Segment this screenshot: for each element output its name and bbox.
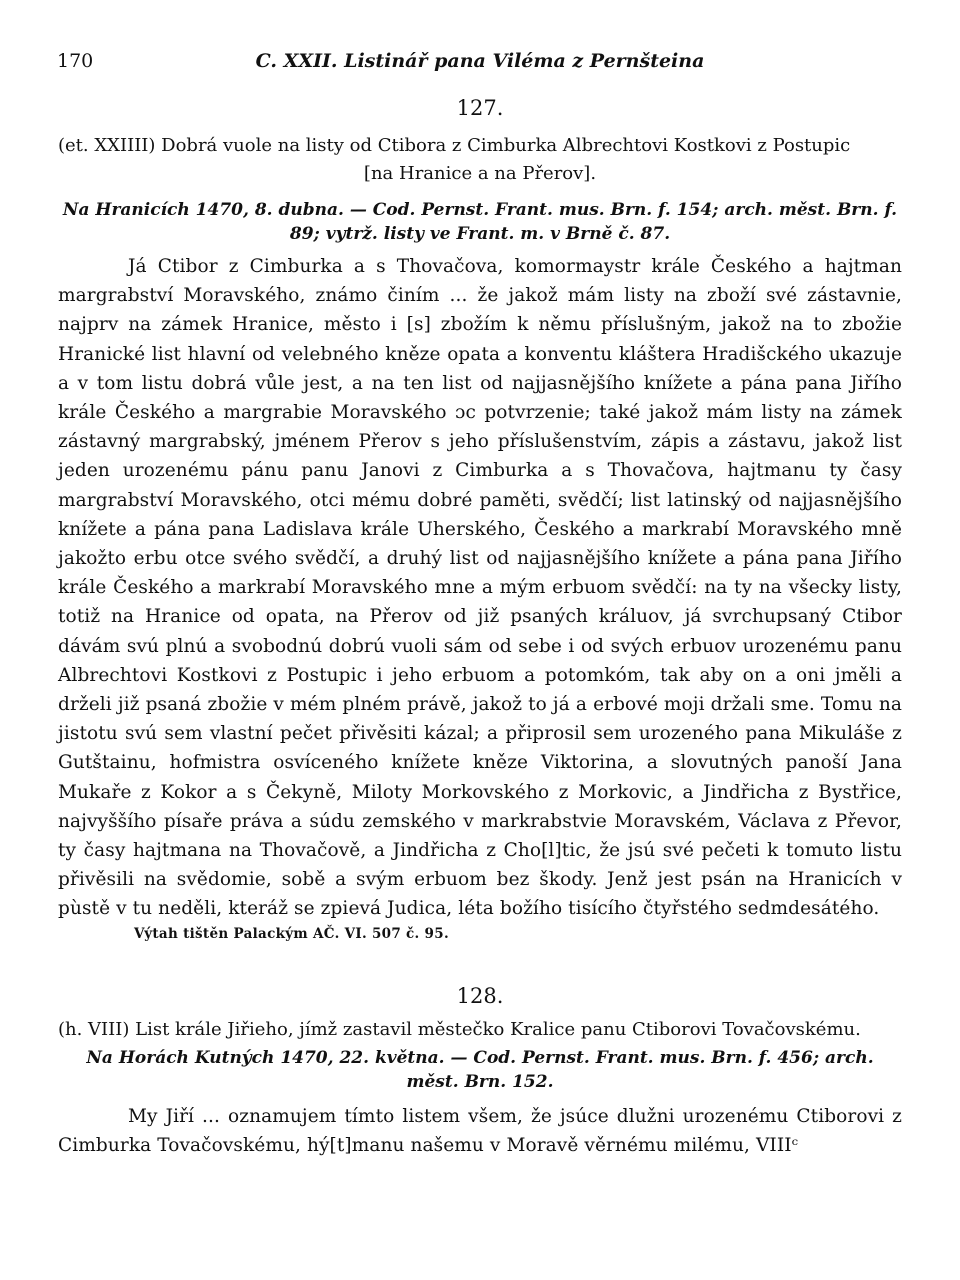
regest-continuation: [na Hranice a na Přerov]. — [363, 163, 597, 184]
running-title: C. XXII. Listinář pana Viléma z Pernšteina — [255, 50, 705, 72]
page-number: 170 — [57, 50, 94, 72]
section-gap — [58, 942, 902, 984]
charter-source: Na Hranicích 1470, 8. dubna. — Cod. Pernst. Frant. mus. Brn. f. 154; arch. měst. Brn. f. 89; vytrž. listy ve Frant. m. v Brně č. 87. — [62, 200, 898, 244]
charter-number: 127. — [456, 96, 504, 120]
charter-128 — [58, 984, 902, 1160]
charter-regest — [58, 132, 902, 188]
charter-text: My Jiří ... oznamujem tímto listem všem, že jsúce dlužni urozenému Ctiborovi z Cimburka Tovačovskému, hý[t]manu našemu v Moravě věrnému milému, VIIIᶜ — [58, 1105, 902, 1156]
regest-line: (et. XXIIII) Dobrá vuole na listy od Ctibora z Cimburka Albrechtovi Kostkovi z Postupic — [58, 135, 851, 156]
charter-regest: (h. VIII) List krále Jiřieho, jímž zastavil městečko Kralice panu Ctiborovi Tovačovskému. — [58, 1018, 861, 1040]
page-body — [58, 96, 902, 1160]
page-header — [57, 50, 903, 80]
charter-text: Já Ctibor z Cimburka a s Thovačova, komormaystr krále Českého a hajtman margrabství Moravského, známo činím ... že jakož mám listy na zboží své zástavnie, najprv na zámek Hranice, město i [s] zbožím k němu příslušným, jakož na to zbožie Hranické list hlavní od velebného kněze opata a konventu kláštera Hradišckého ukazuje a v tom listu dobrá vůle jest, a na ten list od najjasnějšího knížete a pána pana Jiřího krále Českého a margrabie Moravského ɔc potvrzenie; také jakož mám listy na zámek zástavný margrabský, jménem Přerov s jeho příslušenstvím, zápis a zástavu, jakož list jeden urozenému pánu panu Janovi z Cimburka a s Thovačova, hajtmanu ty časy margrabství Moravského, otci mému dobré paměti, svědčí; list latinský od najjasnějšího knížete a pána pana Ladislava krále Uherského, Českého a markrabí Moravského mně jakožto erbu otce svého svědčí, a druhý list od najjasnějšího knížete a pána pana Jiřího krále Českého a markrabí Moravského mne a mým erbuom svědčí: na ty na všecky listy, totiž na Hranice od opata, na Přerov od již psaných králuov, já svrchupsaný Ctibor dávám svú plnú a svobodnú dobrú vuoli sám od sebe i od svých erbuov urozenému panu Albrechtovi Kostkovi z Postupic i jeho erbuom a potomkóm, tak aby on a oni jměli a drželi již psaná zbožie v mém plném právě, jakož to já a erbové moji držali sme. Tomu na jistotu svú sem vlastní pečet přivěsiti kázal; a připrosil sem urozeného pana Mikuláše z Gutštainu, hofmistra osvíceného knížete kněze Viktorina, a slovutných panoší Jana Mukaře z Kokor a s Čekyně, Miloty Morkovského z Morkovic, a Jindřicha z Bystřice, najvyššího písaře práva a súdu zemského v markrabstvie Moravském, Václava z Převor, ty časy hajtmana na Thovačově, a Jindřicha z Cho[l]tic, že jsú své pečeti k tomuto listu přivěsili na svědomie, sobě a svým erbuom bez škody. Jenž jest psán na Hranicích v pùstě v tu neděli, kteráž se zpievá Judica, léta božího tisícího čtyřstého sedmdesátého. — [58, 256, 902, 920]
charter-127 — [58, 96, 902, 942]
charter-number: 128. — [456, 983, 504, 1008]
charter-note: Výtah tištěn Palackým AČ. VI. 507 č. 95. — [134, 925, 449, 942]
charter-source: Na Horách Kutných 1470, 22. května. — Cod. Pernst. Frant. mus. Brn. f. 456; arch. měst. Brn. 152. — [86, 1047, 874, 1092]
